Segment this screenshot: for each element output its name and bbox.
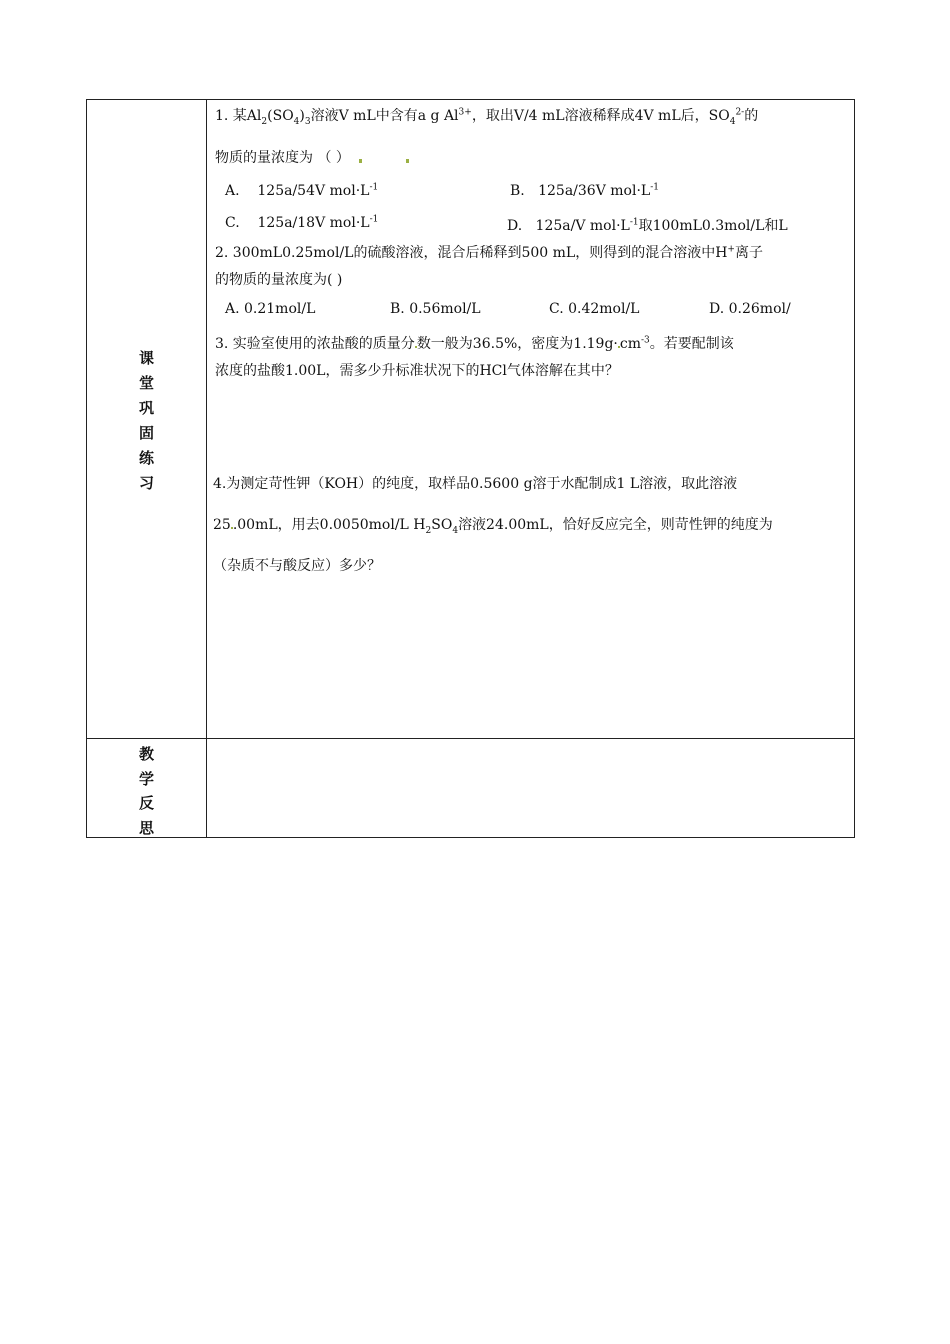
- q2-option-c: C. 0.42mol/L: [549, 301, 640, 317]
- column-divider: [206, 100, 207, 837]
- q1-line2: 物质的量浓度为 （ ）: [215, 147, 409, 167]
- q1-option-d: D. 125a/V $mol\cdot L^{-1}$取100mL0.3mol/L和L: [507, 217, 788, 234]
- label-teaching-reflection: 教 学 反 思: [138, 745, 154, 837]
- q4-line3: （杂质不与酸反应）多少？: [213, 558, 381, 574]
- q3-line1: 3. 实验室使用的浓盐酸的质量分 数一般为36.5%，密度为$1.19g\cdot cm^{-3}$。若要配制该: [215, 335, 734, 352]
- q1-option-a: A. 125a/54V $mol\cdot L^{-1}$: [225, 182, 379, 199]
- q1-line1: 1. 某$Al_2(SO_4)_3$溶液V mL中含有a g $Al^{3+}$，取出V/4 mL溶液稀释成4V mL后，$SO_4^{2-}$的: [215, 107, 759, 127]
- q3-line2: 浓度的盐酸1.00L，需多少升标准状况下的HCl气体溶解在其中？: [215, 363, 619, 379]
- label-classroom-practice: 课 堂 巩 固 练 习: [138, 349, 154, 492]
- lesson-table: [86, 99, 855, 838]
- q2-option-d: D. 0.26mol/: [709, 301, 791, 317]
- q1-option-c: C. 125a/18V $mol\cdot L^{-1}$: [225, 214, 379, 231]
- q2-line2: 的物质的量浓度为( ): [215, 272, 343, 288]
- q2-option-a: A. 0.21mol/L: [225, 301, 316, 317]
- q2-line1: 2. 300mL0.25mol/L的硫酸溶液，混合后稀释到500 mL，则得到的混合溶液中H+离子: [215, 244, 763, 261]
- mark-dot: [359, 159, 362, 163]
- q4-line2: 25 .00mL，用去0.0050mol/L $H_2SO_4$溶液24.00mL，恰好反应完全，则苛性钾的纯度为: [213, 517, 773, 536]
- q1-option-b: B. 125a/36V $mol\cdot L^{-1}$: [510, 182, 659, 199]
- q2-option-b: B. 0.56mol/L: [390, 301, 481, 317]
- q4-line1: 4.为测定苛性钾（KOH）的纯度，取样品0.5600 g溶于水配制成1 L溶液，取此溶液: [213, 476, 738, 492]
- row-divider: [87, 738, 854, 739]
- mark-dot: [406, 159, 409, 163]
